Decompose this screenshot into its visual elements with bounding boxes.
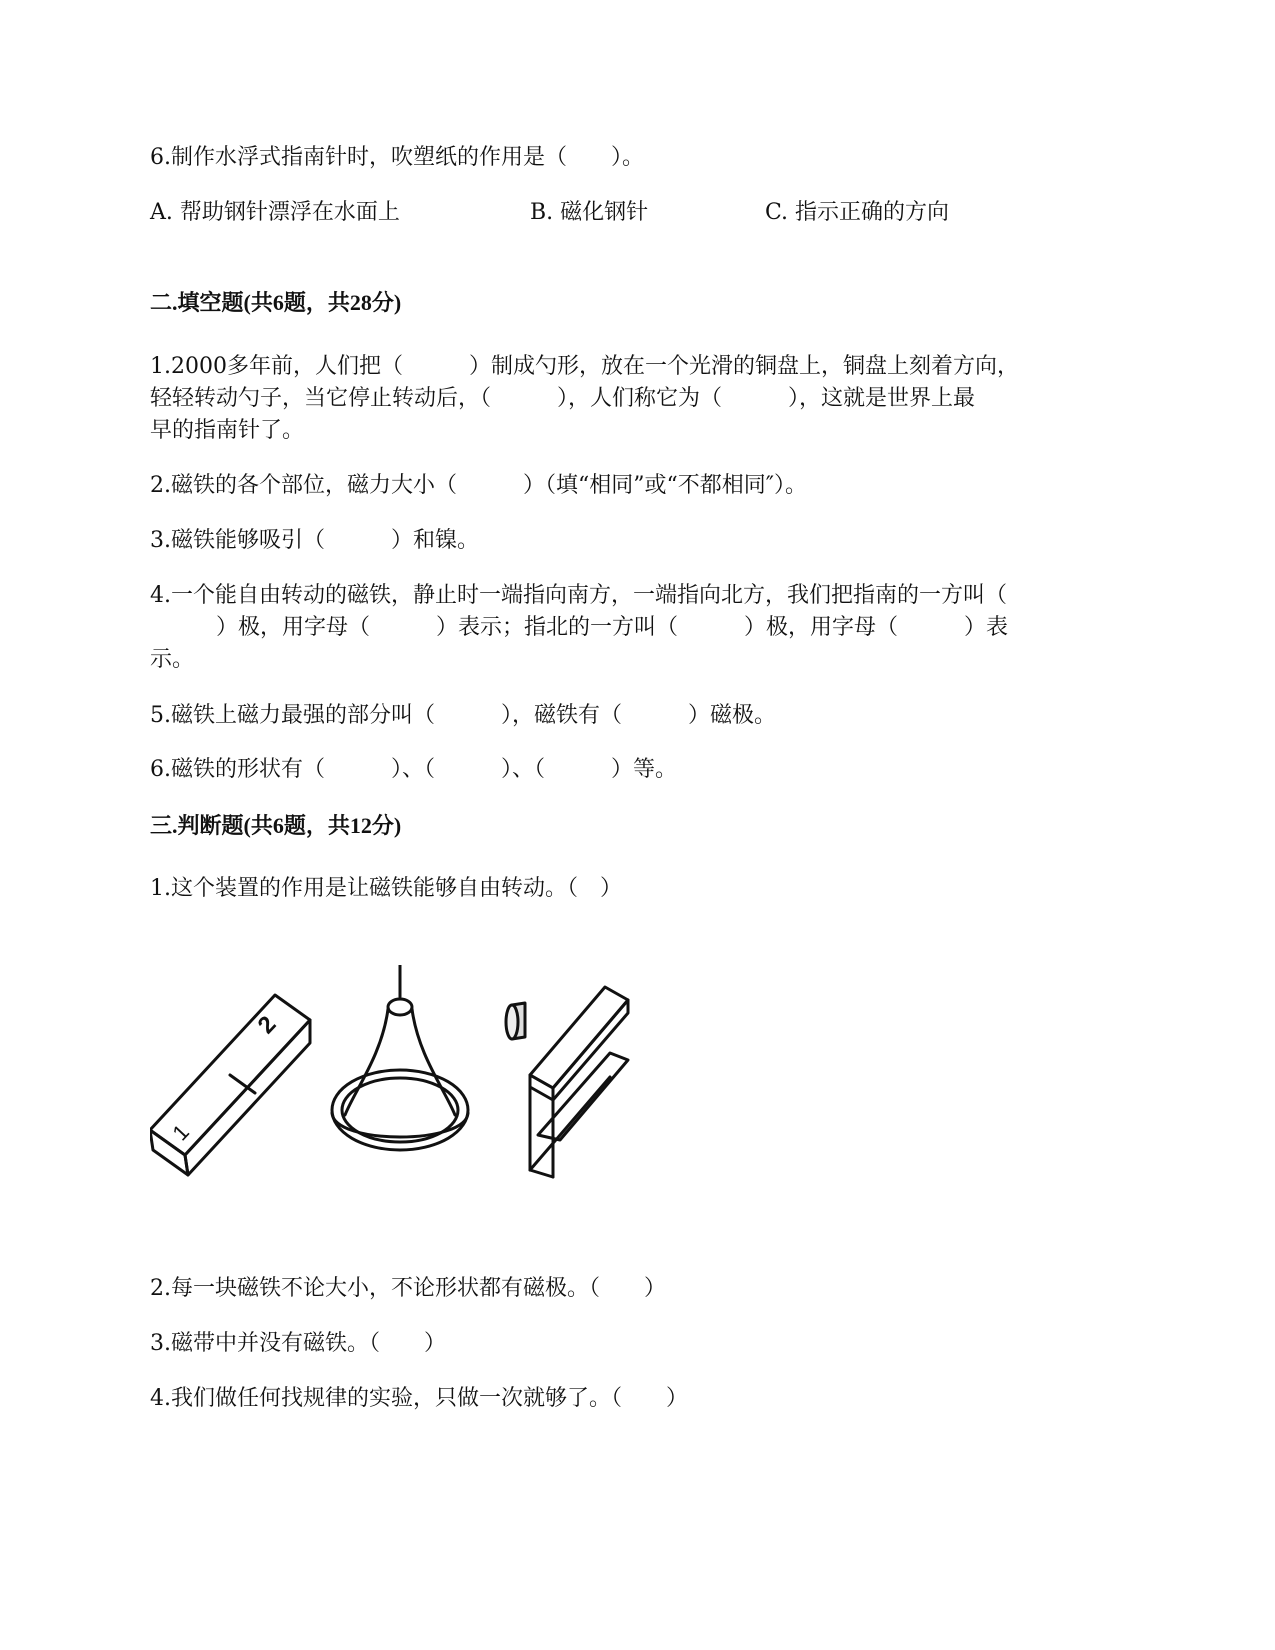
bar-magnet-label-2: 2 [252, 1010, 282, 1040]
option-c[interactable]: C. 指示正确的方向 [765, 200, 950, 225]
section-heading-fill-blank: 二.填空题(共6题，共28分) [150, 290, 402, 315]
bar-magnet-drawing [150, 995, 310, 1175]
section-heading-true-false: 三.判断题(共6题，共12分) [150, 813, 402, 838]
magnet-support-illustration [150, 965, 690, 1200]
question-2-4-line-3: 示。 [150, 647, 195, 672]
question-3-2: 2.每一块磁铁不论大小，不论形状都有磁极。（ ） [150, 1276, 666, 1301]
question-2-1-line-3: 早的指南针了。 [150, 418, 305, 443]
magnet-support-figure [150, 965, 690, 1200]
question-3-1: 1.这个装置的作用是让磁铁能够自由转动。（ ） [150, 876, 622, 901]
u-magnet-drawing [506, 987, 628, 1177]
question-3-3: 3.磁带中并没有磁铁。（ ） [150, 1331, 446, 1356]
question-2-6: 6.磁铁的形状有（ ）、（ ）、（ ）等。 [150, 757, 677, 782]
option-b[interactable]: B. 磁化钢针 [530, 200, 649, 225]
question-2-3: 3.磁铁能够吸引（ ）和镍。 [150, 528, 479, 553]
question-1-6: 6.制作水浮式指南针时，吹塑纸的作用是（ ）。 [150, 145, 644, 170]
question-2-2: 2.磁铁的各个部位，磁力大小（ ）（填“相同”或“不都相同″）。 [150, 473, 807, 498]
option-a[interactable]: A. 帮助钢针漂浮在水面上 [150, 200, 400, 225]
question-3-4: 4.我们做任何找规律的实验，只做一次就够了。（ ） [150, 1386, 688, 1411]
question-2-4-line-2: ）极，用字母（ ）表示；指北的一方叫（ ）极，用字母（ ）表 [150, 615, 1009, 640]
question-2-5: 5.磁铁上磁力最强的部分叫（ ），磁铁有（ ）磁极。 [150, 703, 776, 728]
cone-stand-drawing [332, 965, 468, 1150]
question-2-4-line-1: 4.一个能自由转动的磁铁，静止时一端指向南方，一端指向北方，我们把指南的一方叫（ [150, 583, 1007, 608]
question-2-1-line-2: 轻轻转动勺子，当它停止转动后，（ ），人们称它为（ ），这就是世界上最 [150, 386, 976, 411]
bar-magnet-label-1: 1 [167, 1119, 195, 1146]
question-2-1-line-1: 1.2000多年前，人们把（ ）制成勺形，放在一个光滑的铜盘上，铜盘上刻着方向， [150, 354, 1019, 379]
